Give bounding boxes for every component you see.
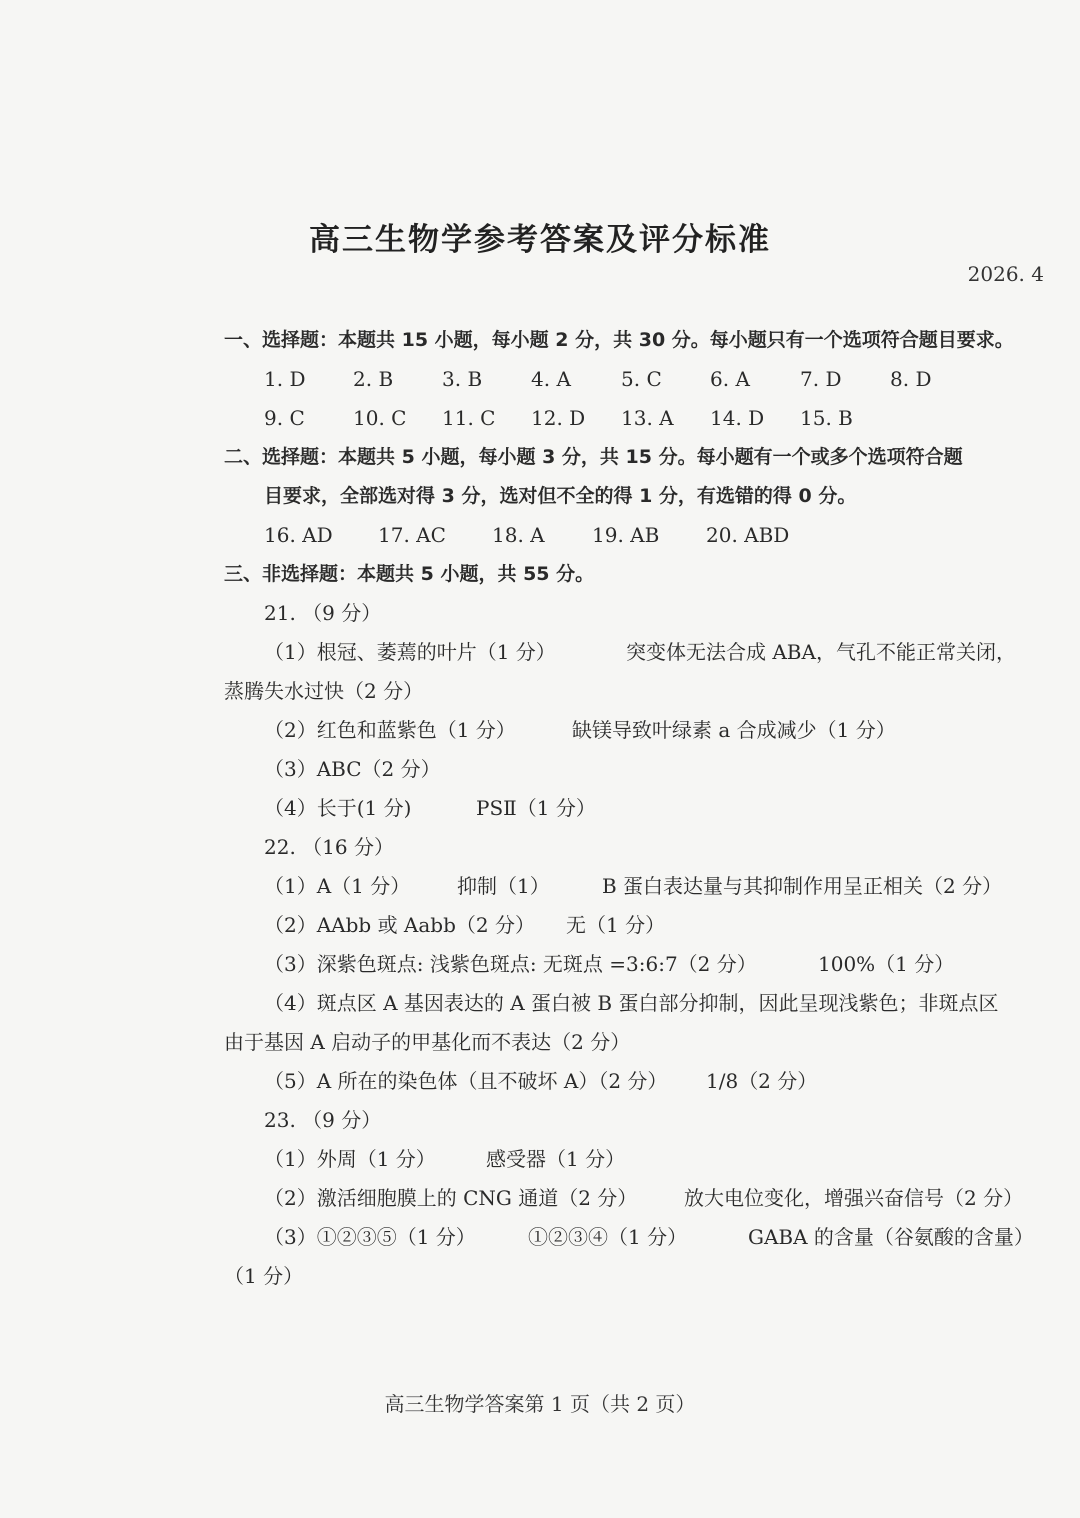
answer-item: 8. D (890, 367, 932, 391)
q21-part1-a: （1）根冠、萎蔫的叶片（1 分） (264, 640, 556, 664)
answer-item: 18. A (492, 523, 545, 547)
q23-part1-a: （1）外周（1 分） (264, 1147, 436, 1171)
q21-part4-b: PSⅡ（1 分） (476, 796, 596, 820)
q21-header: 21. （9 分） (264, 601, 382, 625)
q21-part2-a: （2）红色和蓝紫色（1 分） (264, 718, 516, 742)
answer-item: 1. D (264, 367, 306, 391)
answer-item: 19. AB (592, 523, 660, 547)
answer-item: 7. D (800, 367, 842, 391)
q21-part1-c: 蒸腾失水过快（2 分） (224, 679, 424, 703)
answer-item: 4. A (531, 367, 571, 391)
q22-part1-b: 抑制（1） (457, 874, 550, 898)
q23-part3-c: GABA 的含量（谷氨酸的含量） (748, 1225, 1034, 1249)
q21-part3: （3）ABC（2 分） (264, 757, 441, 781)
q21-part2-b: 缺镁导致叶绿素 a 合成减少（1 分） (572, 718, 896, 742)
q21-part1-b: 突变体无法合成 ABA，气孔不能正常关闭， (626, 640, 1016, 664)
answer-item: 17. AC (378, 523, 446, 547)
page-footer: 高三生物学答案第 1 页（共 2 页） (384, 1392, 696, 1416)
answer-item: 11. C (442, 406, 496, 430)
answer-item: 20. ABD (706, 523, 790, 547)
q23-part3-a: （3）①②③⑤（1 分） (264, 1225, 476, 1249)
answer-item: 14. D (710, 406, 765, 430)
q22-part5-b: 1/8（2 分） (706, 1069, 818, 1093)
q22-part4-b: 由于基因 A 启动子的甲基化而不表达（2 分） (224, 1030, 631, 1054)
q22-part2-a: （2）AAbb 或 Aabb（2 分） (264, 913, 535, 937)
q23-part1-b: 感受器（1 分） (486, 1147, 626, 1171)
answer-item: 15. B (800, 406, 853, 430)
answer-item: 10. C (353, 406, 407, 430)
section2-heading-line2: 目要求，全部选对得 3 分，选对但不全的得 1 分，有选错的得 0 分。 (264, 485, 857, 507)
q22-part4-a: （4）斑点区 A 基因表达的 A 蛋白被 B 蛋白部分抑制，因此呈现浅紫色；非斑点区 (264, 991, 999, 1015)
q23-header: 23. （9 分） (264, 1108, 382, 1132)
q21-part4-a: （4）长于(1 分) (264, 796, 412, 820)
section2-heading-line1: 二、选择题：本题共 5 小题，每小题 3 分，共 15 分。每小题有一个或多个选项符合题 (224, 446, 963, 468)
answer-item: 5. C (621, 367, 662, 391)
answer-item: 6. A (710, 367, 750, 391)
answer-item: 3. B (442, 367, 483, 391)
q22-part2-b: 无（1 分） (566, 913, 666, 937)
q22-part1-c: B 蛋白表达量与其抑制作用呈正相关（2 分） (602, 874, 1003, 898)
answer-item: 16. AD (264, 523, 333, 547)
page-title: 高三生物学参考答案及评分标准 (309, 222, 771, 258)
section1-heading: 一、选择题：本题共 15 小题，每小题 2 分，共 30 分。每小题只有一个选项符合题目要求。 (224, 329, 1014, 351)
section3-heading: 三、非选择题：本题共 5 小题，共 55 分。 (224, 563, 595, 585)
answer-item: 13. A (621, 406, 674, 430)
q23-part3-b: ①②③④（1 分） (528, 1225, 688, 1249)
answer-item: 2. B (353, 367, 394, 391)
answer-item: 12. D (531, 406, 586, 430)
q22-part1-a: （1）A（1 分） (264, 874, 411, 898)
q22-part5-a: （5）A 所在的染色体（且不破坏 A）（2 分） (264, 1069, 668, 1093)
answer-item: 9. C (264, 406, 305, 430)
q23-part2-b: 放大电位变化，增强兴奋信号（2 分） (684, 1186, 1024, 1210)
q22-header: 22. （16 分） (264, 835, 394, 859)
q23-part3-d: （1 分） (224, 1264, 304, 1288)
date-label: 2026. 4 (967, 262, 1044, 286)
q22-part3-b: 100%（1 分） (818, 952, 955, 976)
q23-part2-a: （2）激活细胞膜上的 CNG 通道（2 分） (264, 1186, 638, 1210)
q22-part3-a: （3）深紫色斑点: 浅紫色斑点: 无斑点 =3:6:7（2 分） (264, 952, 757, 976)
